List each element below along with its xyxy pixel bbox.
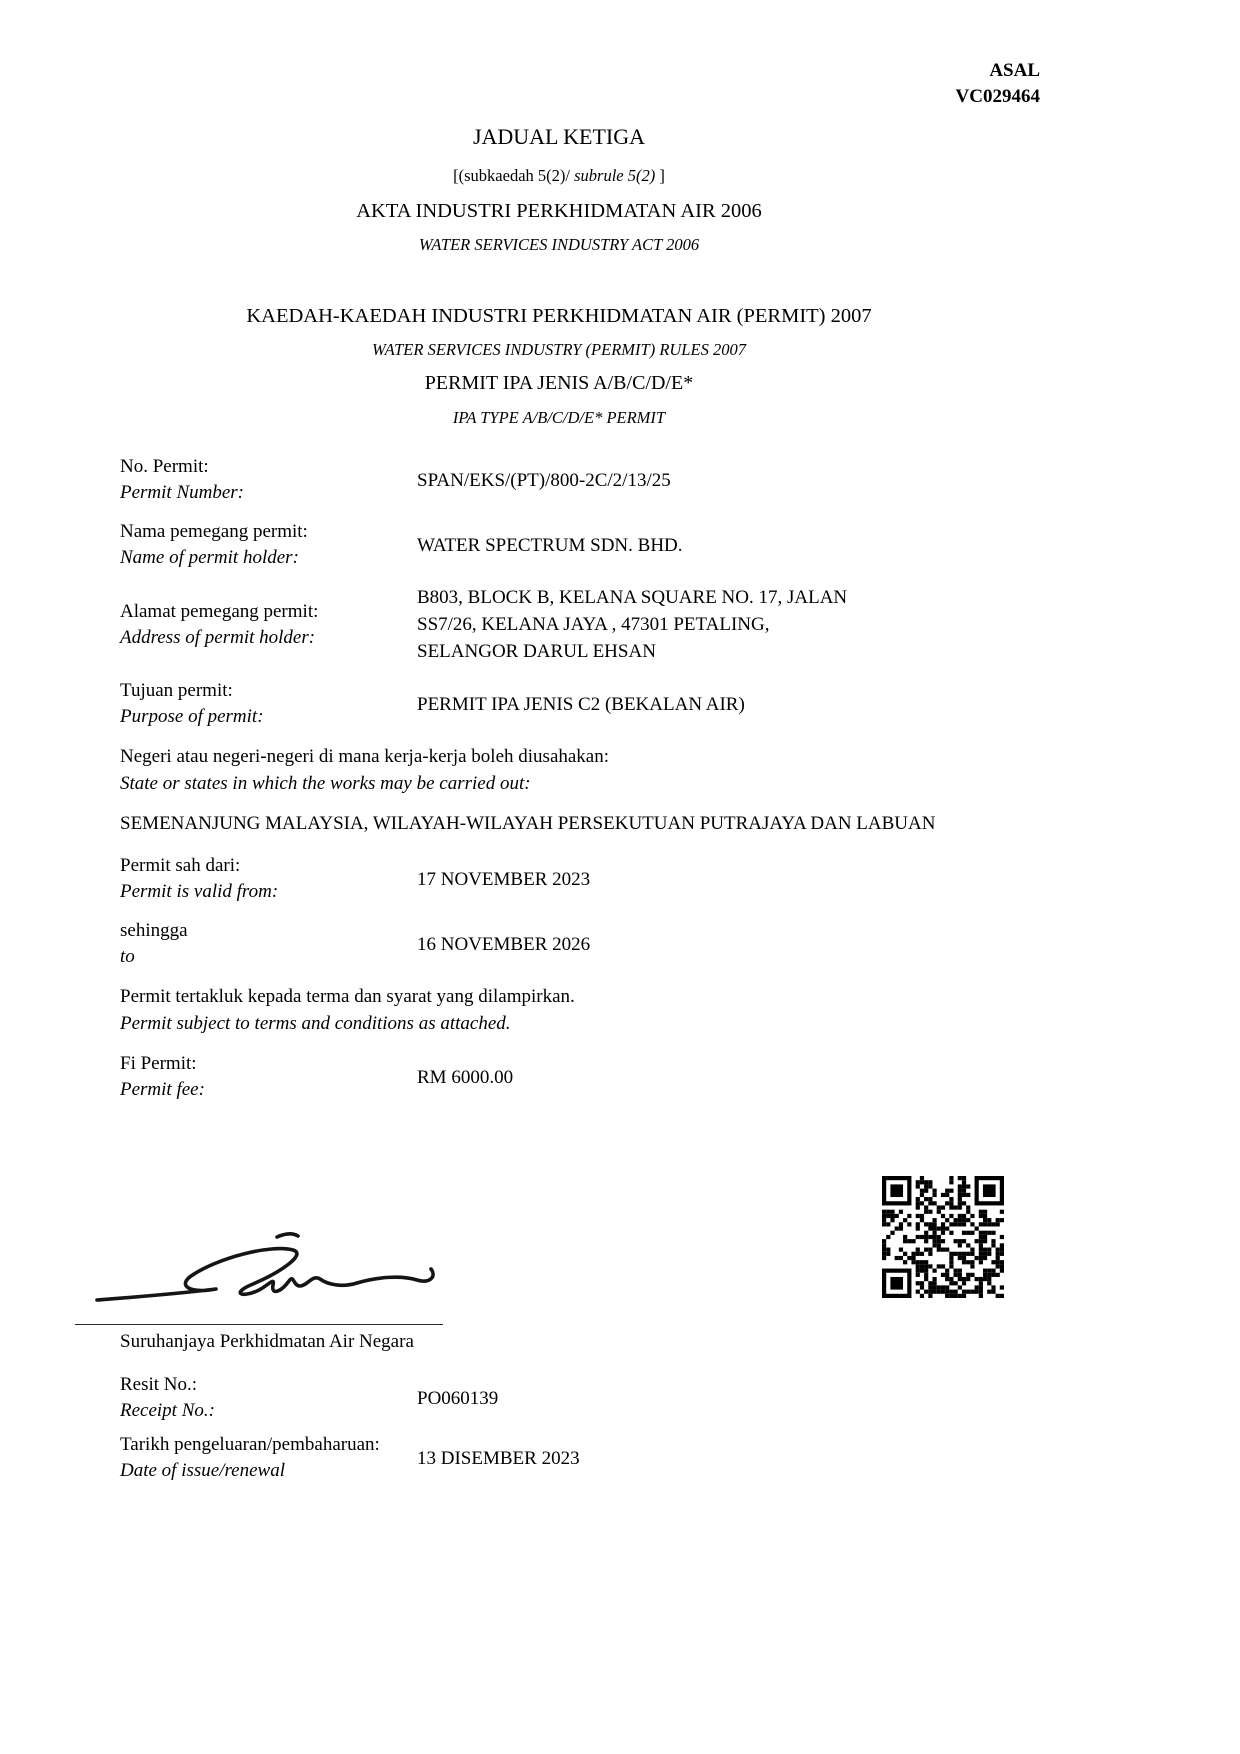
terms-en: Permit subject to terms and conditions as attached. bbox=[120, 1013, 511, 1034]
subrule-reference bbox=[120, 166, 998, 186]
schedule-title: JADUAL KETIGA bbox=[472, 124, 646, 149]
authority-name: Suruhanjaya Perkhidmatan Air Negara bbox=[120, 1331, 414, 1352]
subrule-suffix: ] bbox=[655, 166, 665, 185]
label-en: Address of permit holder: bbox=[120, 626, 316, 648]
label-my: Tarikh pengeluaran/pembaharuan: bbox=[120, 1434, 380, 1455]
signature-scribble-icon bbox=[91, 1228, 451, 1320]
label-en: to bbox=[120, 946, 135, 967]
fee-value: RM 6000.00 bbox=[417, 1066, 514, 1088]
address-line: SS7/26, KELANA JAYA , 47301 PETALING, bbox=[417, 614, 770, 635]
permit-type-title-en: IPA TYPE A/B/C/D/E* PERMIT bbox=[452, 408, 666, 427]
field-label bbox=[120, 678, 417, 730]
label-my: Alamat pemegang permit: bbox=[120, 600, 319, 622]
label-my: Tujuan permit: bbox=[120, 680, 233, 701]
label-my: Resit No.: bbox=[120, 1374, 198, 1395]
label-en: Date of issue/renewal bbox=[120, 1460, 285, 1481]
signature-line bbox=[75, 1324, 443, 1325]
purpose-value: PERMIT IPA JENIS C2 (BEKALAN AIR) bbox=[417, 693, 745, 715]
rules-title-my: KAEDAH-KAEDAH INDUSTRI PERKHIDMATAN AIR (PERMIT) 2007 bbox=[246, 305, 872, 327]
label-my: Nama pemegang permit: bbox=[120, 521, 308, 542]
holder-address-value bbox=[417, 584, 998, 665]
signature-block bbox=[75, 1228, 460, 1353]
field-holder-address bbox=[120, 584, 998, 665]
states-label-my: Negeri atau negeri-negeri di mana kerja-kerja boleh diusahakan: bbox=[120, 746, 610, 767]
field-label bbox=[120, 1051, 417, 1103]
field-label bbox=[120, 1372, 417, 1424]
bottom-fields bbox=[120, 1372, 998, 1492]
field-label bbox=[120, 853, 417, 905]
valid-to-value: 16 NOVEMBER 2026 bbox=[417, 933, 591, 955]
states-label-en: State or states in which the works may be carried out: bbox=[120, 773, 531, 794]
field-permit-number bbox=[120, 454, 998, 506]
title-block bbox=[120, 124, 998, 428]
act-title-my: AKTA INDUSTRI PERKHIDMATAN AIR 2006 bbox=[356, 200, 762, 222]
issue-date-value: 13 DISEMBER 2023 bbox=[417, 1447, 580, 1469]
field-label bbox=[120, 454, 417, 506]
address-line: B803, BLOCK B, KELANA SQUARE NO. 17, JALAN bbox=[417, 587, 848, 608]
qr-code bbox=[882, 1176, 1004, 1298]
field-receipt-no bbox=[120, 1372, 998, 1424]
subrule-prefix: [(subkaedah 5(2)/ bbox=[453, 166, 575, 185]
field-valid-from bbox=[120, 853, 998, 905]
label-en: Receipt No.: bbox=[120, 1400, 215, 1421]
copy-label: ASAL bbox=[989, 60, 1040, 81]
document-content bbox=[120, 124, 998, 1103]
label-en: Name of permit holder: bbox=[120, 547, 299, 568]
label-my: sehingga bbox=[120, 920, 188, 941]
subrule-italic: subrule 5(2) bbox=[574, 166, 656, 185]
states-value: SEMENANJUNG MALAYSIA, WILAYAH-WILAYAH PERSEKUTUAN PUTRAJAYA DAN LABUAN bbox=[120, 813, 936, 834]
holder-name-value: WATER SPECTRUM SDN. BHD. bbox=[417, 534, 683, 556]
act-title-en: WATER SERVICES INDUSTRY ACT 2006 bbox=[418, 235, 700, 254]
field-issue-date bbox=[120, 1432, 998, 1484]
field-label bbox=[120, 918, 417, 970]
field-purpose bbox=[120, 678, 998, 730]
label-en: Permit Number: bbox=[120, 482, 245, 503]
terms-my: Permit tertakluk kepada terma dan syarat yang dilampirkan. bbox=[120, 986, 575, 1007]
label-my: Fi Permit: bbox=[120, 1053, 197, 1074]
label-my: No. Permit: bbox=[120, 456, 209, 477]
valid-from-value: 17 NOVEMBER 2023 bbox=[417, 868, 591, 890]
field-fee bbox=[120, 1051, 998, 1103]
address-line: SELANGOR DARUL EHSAN bbox=[417, 641, 656, 662]
field-label bbox=[120, 599, 417, 651]
label-my: Permit sah dari: bbox=[120, 855, 241, 876]
states-label bbox=[120, 743, 998, 797]
field-holder-name bbox=[120, 519, 998, 571]
label-en: Permit fee: bbox=[120, 1079, 205, 1100]
label-en: Permit is valid from: bbox=[120, 881, 279, 902]
permit-fields bbox=[120, 454, 998, 1103]
permit-number-value: SPAN/EKS/(PT)/800-2C/2/13/25 bbox=[417, 469, 671, 491]
label-en: Purpose of permit: bbox=[120, 706, 264, 727]
document-number: VC029464 bbox=[955, 86, 1040, 107]
field-label bbox=[120, 1432, 417, 1484]
rules-title-en: WATER SERVICES INDUSTRY (PERMIT) RULES 2007 bbox=[372, 340, 746, 359]
terms-statement bbox=[120, 983, 998, 1037]
field-label bbox=[120, 519, 417, 571]
permit-type-title-my: PERMIT IPA JENIS A/B/C/D/E* bbox=[424, 372, 694, 394]
receipt-no-value: PO060139 bbox=[417, 1387, 499, 1409]
field-valid-to bbox=[120, 918, 998, 970]
document-header-right bbox=[0, 0, 1040, 110]
